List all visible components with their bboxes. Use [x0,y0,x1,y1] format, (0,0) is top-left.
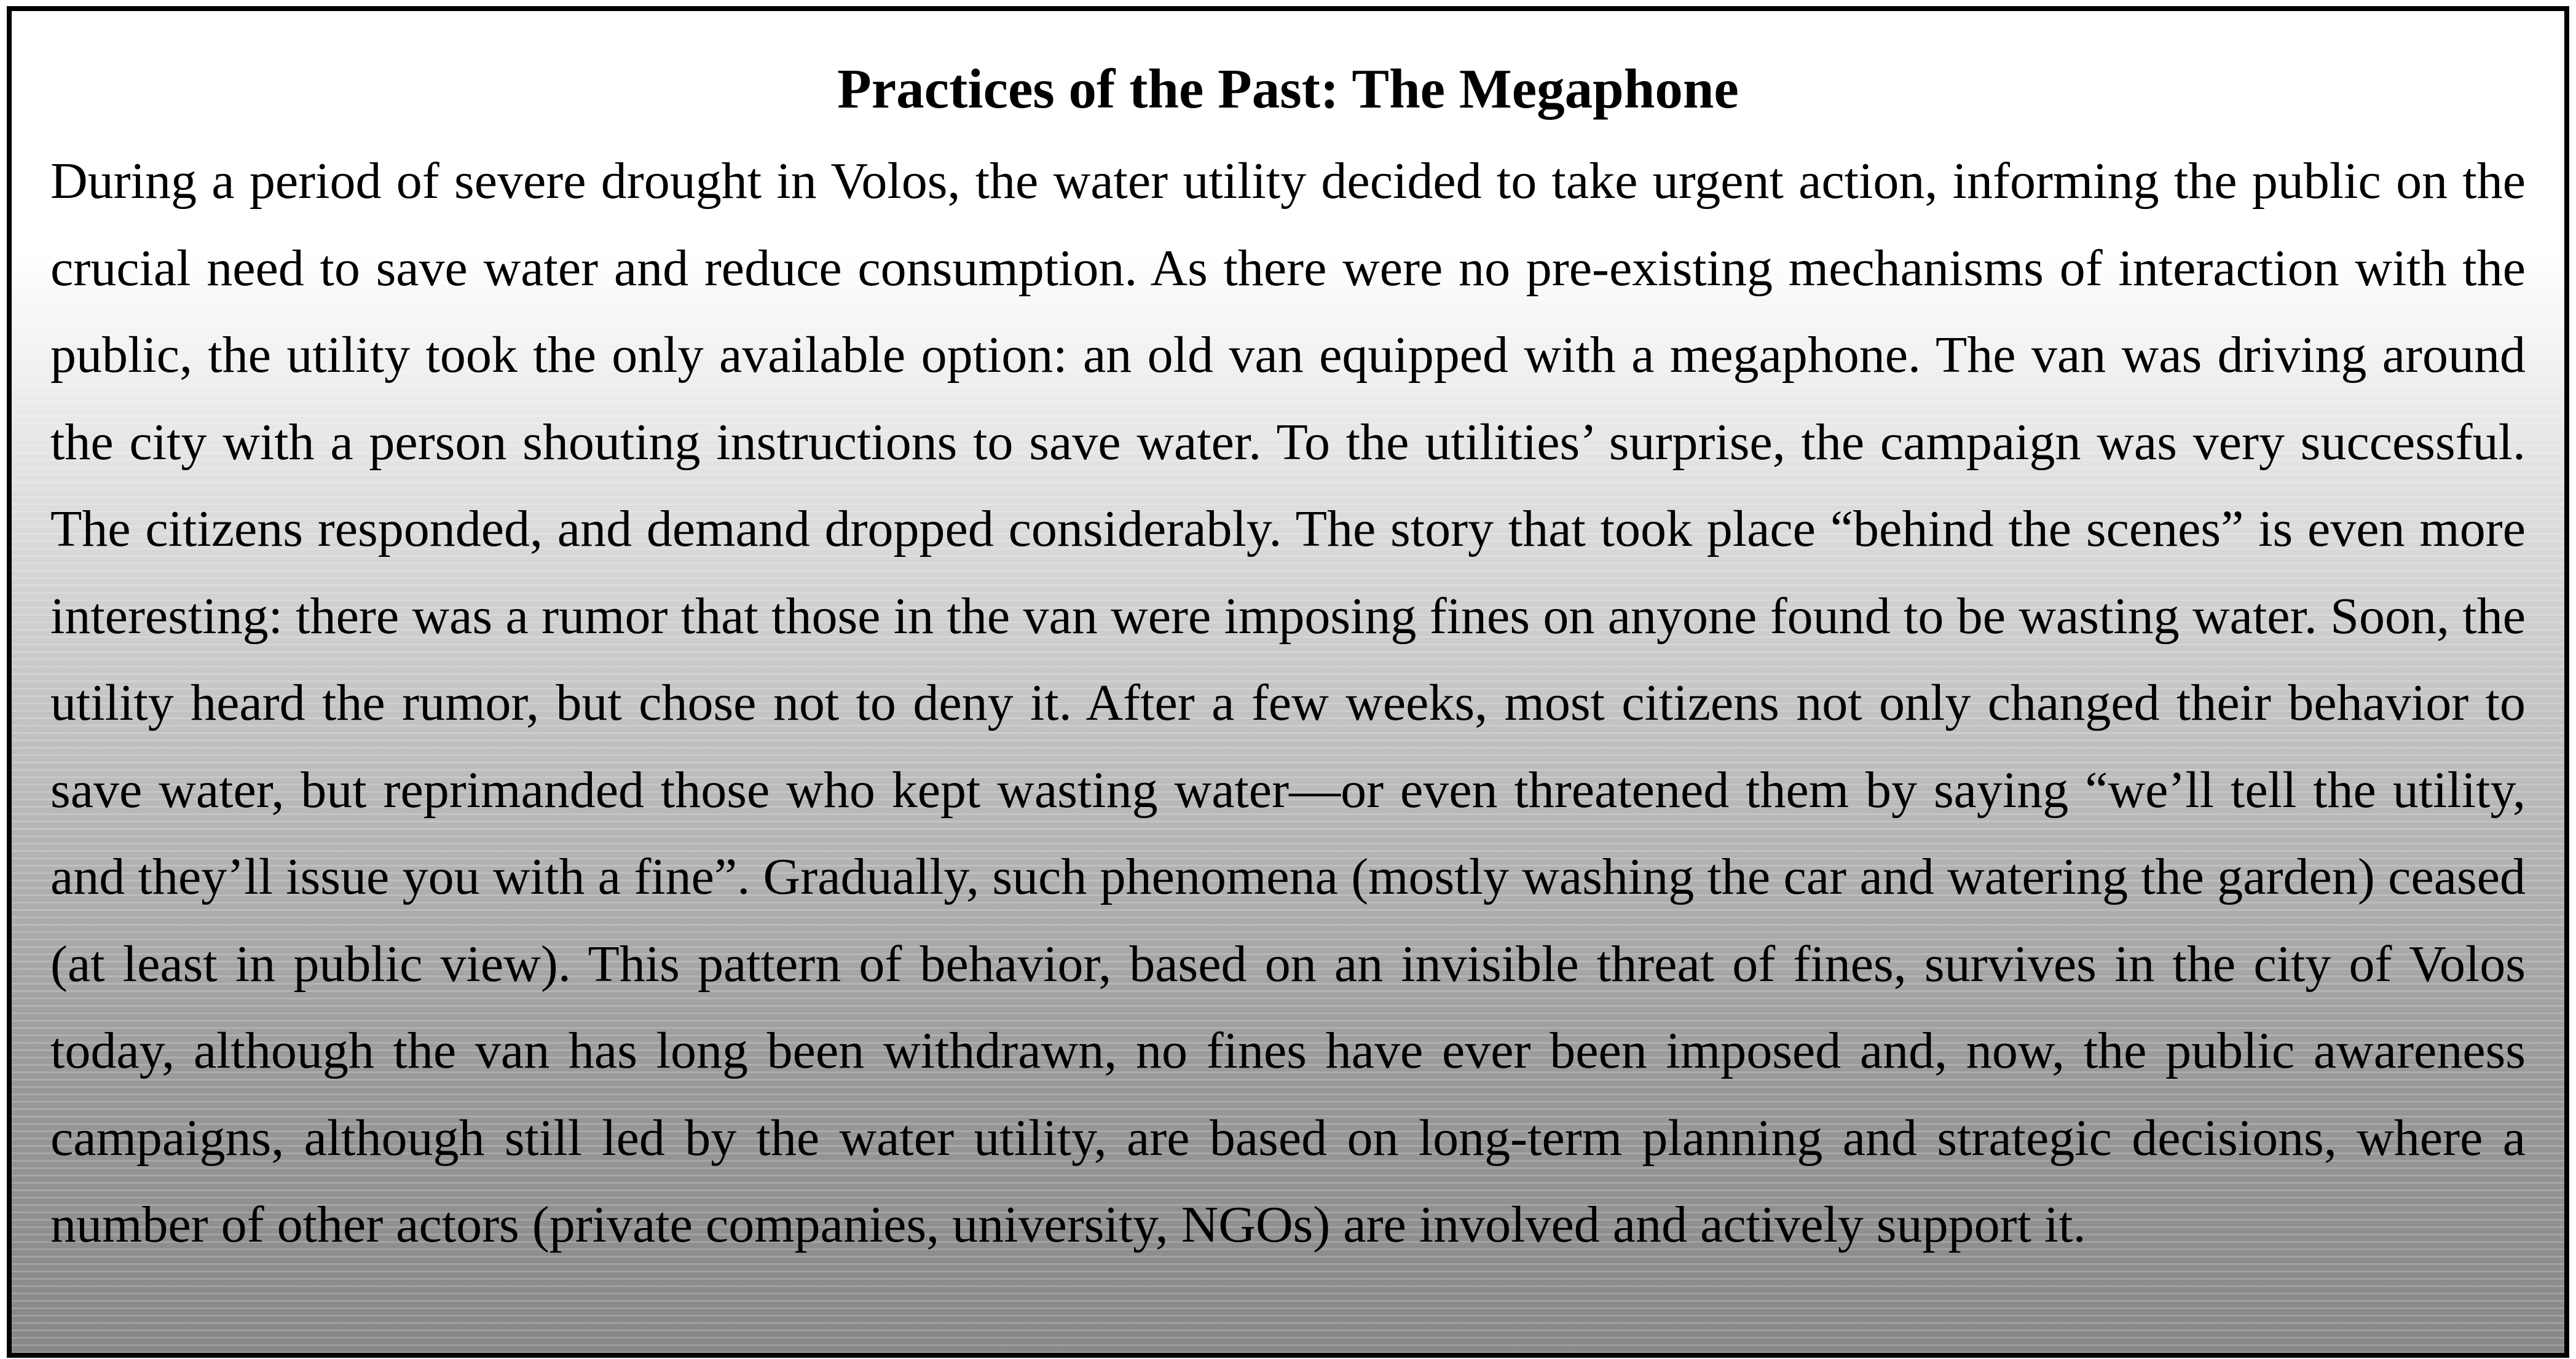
box-body-paragraph: During a period of severe drought in Volos, the water utility decided to take urgent action, informing the public on the crucial need to save water and reduce consumption. As there were no pre-existing mechanisms of interaction with the public, the utility took the only available option: an old van equipped with a megaphone. The van was driving around the city with a person shouting instructions to save water. To the utilities’ surprise, the campaign was very successful. The citizens responded, and demand dropped considerably. The story that took place “behind the scenes” is even more interesting: there was a rumor that those in the van were imposing fines on anyone found to be wasting water. Soon, the utility heard the rumor, but chose not to deny it. After a few weeks, most citizens not only changed their behavior to save water, but reprimanded those who kept wasting water—or even threatened them by saying “we’ll tell the utility, and they’ll issue you with a fine”. Gradually, such phenomena (mostly washing the car and watering the garden) ceased (at least in public view). This pattern of behavior, based on an invisible threat of fines, survives in the city of Volos today, although the van has long been withdrawn, no fines have ever been imposed and, now, the public awareness campaigns, although still led by the water utility, are based on long-term planning and strategic decisions, where a number of other actors (private companies, university, NGOs) are involved and actively support it. [50,152,2526,1253]
box-title: Practices of the Past: The Megaphone [837,58,1739,120]
text-box [7,6,2569,1358]
